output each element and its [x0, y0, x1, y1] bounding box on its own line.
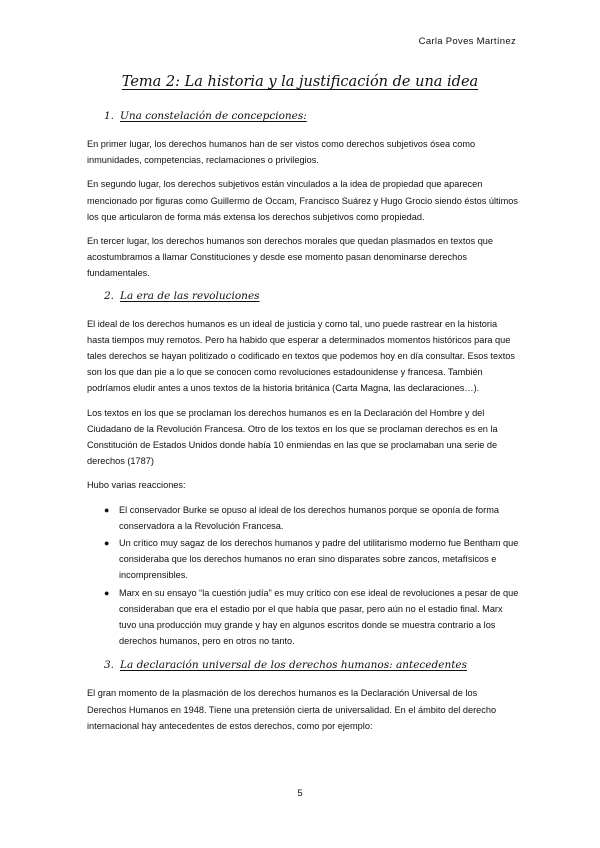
section-title: Una constelación de concepciones: [120, 110, 307, 122]
list-item-text: Marx en su ensayo “la cuestión judía” es muy crítico con ese ideal de revoluciones a pesar de que consideraban que era el estadio por el que había que pasar, pero aún no el estadio final. Marx tuvo una producción muy grande y hay en algunos escritos donde se muestra contrario a los derechos humanos, pero en otros no tanto. [119, 587, 519, 647]
paragraph: Los textos en los que se proclaman los derechos humanos es en la Declaración del Hombre y del Ciudadano de la Revolución Francesa. Otro de los textos en los que se proclaman derechos es en la Constitución de Estados Unidos donde había 10 enmiendas en las que se proclamaban una serie de derechos (1787) [87, 407, 498, 467]
paragraph: En segundo lugar, los derechos subjetivos están vinculados a la idea de propiedad que aparecen mencionado por figuras como Guillermo de Occam, Francisco Suárez y Hugo Grocio siendo éstos últimos los que articularon de forma más extensa los derechos subjetivos como propiedad. [87, 179, 518, 222]
section-heading-1 [87, 110, 519, 122]
list-item [87, 535, 519, 584]
paragraph: Hubo varias reacciones: [87, 480, 186, 491]
document-body [87, 110, 519, 742]
section-number: 1. [104, 110, 115, 122]
section-number: 2. [104, 289, 115, 302]
header-author: Carla Poves Martínez [418, 36, 516, 47]
section-heading-2 [87, 290, 519, 302]
section-title: La era de las revoluciones [120, 289, 260, 302]
list-item-text: El conservador Burke se opuso al ideal de los derechos humanos porque se oponía de forma conservadora a la Revolución Francesa. [119, 504, 499, 531]
paragraph: En tercer lugar, los derechos humanos son derechos morales que quedan plasmados en textos que acostumbramos a llamar Constituciones y desde ese momento pasan denominarse derechos fundamentales. [87, 236, 494, 279]
section-title: La declaración universal de los derechos humanos: antecedentes [120, 659, 468, 672]
bullet-icon: ● [104, 587, 110, 598]
page-number: 5 [297, 788, 303, 799]
list-item-text: Un crítico muy sagaz de los derechos humanos y padre del utilitarismo moderno fue Bentham que consideraba que los derechos humanos no eran sino disparates sobre zancos, metafísicos e incomprensibles. [119, 538, 519, 581]
paragraph: En primer lugar, los derechos humanos han de ser vistos como derechos subjetivos ósea como inmunidades, competencias, reclamaciones o privilegios. [87, 139, 476, 166]
list-item [87, 585, 519, 650]
reactions-list [87, 502, 519, 650]
section-heading-3 [87, 659, 519, 671]
paragraph: El gran momento de la plasmación de los derechos humanos es la Declaración Universal de los Derechos Humanos en 1948. Tiene una pretensión cierta de universalidad. En el ámbito del derecho internacional hay antecedentes de estos derechos, como por ejemplo: [87, 688, 497, 731]
list-item [87, 502, 519, 534]
bullet-icon: ● [104, 538, 110, 549]
page-title: Tema 2: La historia y la justificación de una idea [121, 74, 479, 90]
paragraph: El ideal de los derechos humanos es un ideal de justicia y como tal, uno puede rastrear en la historia hasta tiempos muy remotos. Pero ha habido que esperar a determinados momentos históricos para que tales derechos se hayan politizado o codificado en textos que podemos hoy en día consultar. Esos textos son los que dan pie a lo que se conocen como revoluciones estadounidense y francesa. También podríamos eludir antes a unos textos de la historia británica (Carta Magna, las declaraciones…). [87, 318, 515, 394]
section-number: 3. [104, 659, 115, 672]
bullet-icon: ● [104, 504, 110, 515]
